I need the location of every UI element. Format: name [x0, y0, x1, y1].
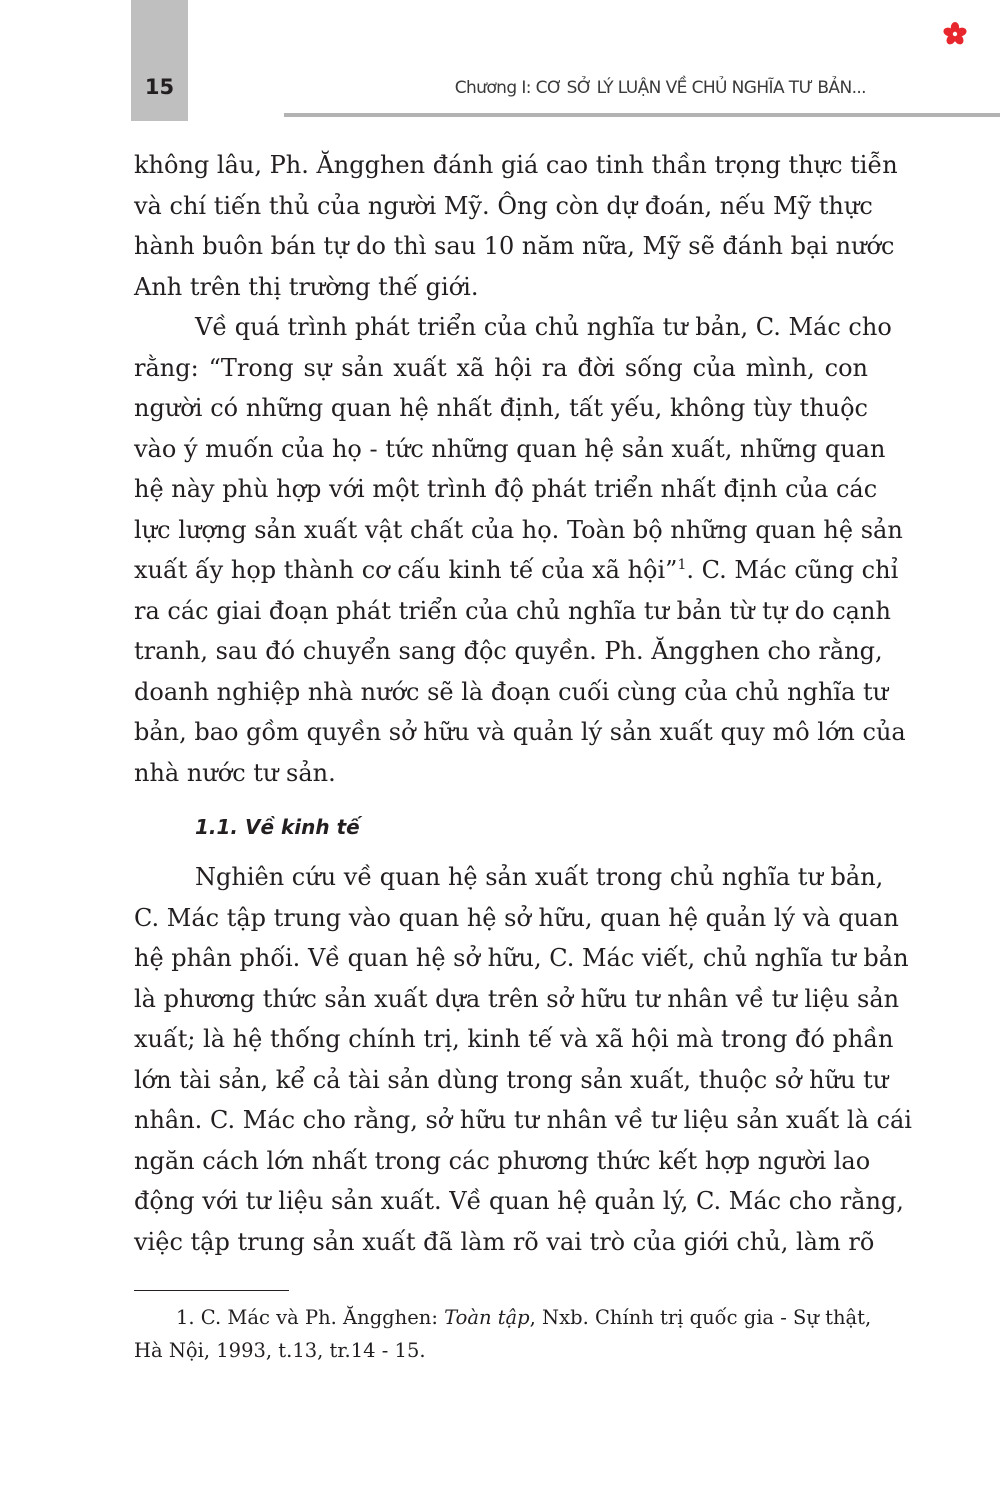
page-number: 15 [144, 75, 175, 99]
text-line: vào ý muốn của họ - tức những quan hệ sản xuất, những quan [134, 434, 886, 463]
text-line: nhân. C. Mác cho rằng, sở hữu tư nhân về tư liệu sản xuất là cái [134, 1106, 912, 1134]
text-line: và chí tiến thủ của người Mỹ. Ông còn dự đoán, nếu Mỹ thực [134, 191, 873, 220]
text-line: tranh, sau đó chuyển sang độc quyền. Ph. Ăngghen cho rằng, [134, 637, 883, 665]
footnote-book-title: Toàn tập [444, 1306, 530, 1329]
text-line: bản, bao gồm quyền sở hữu và quản lý sản xuất quy mô lớn của [134, 718, 906, 746]
footnote-rule [134, 1290, 289, 1291]
text-line: nhà nước tư sản. [134, 758, 336, 787]
footnote-line: Hà Nội, 1993, t.13, tr.14 - 15. [134, 1339, 426, 1362]
footnote-suffix: , Nxb. Chính trị quốc gia - Sự thật, [529, 1306, 872, 1329]
footnote-line [134, 1301, 872, 1334]
text-line: xuất; là hệ thống chính trị, kinh tế và xã hội mà trong đó phần [134, 1025, 894, 1053]
text-line: là phương thức sản xuất dựa trên sở hữu tư nhân về tư liệu sản [134, 984, 900, 1013]
text-line: lớn tài sản, kể cả tài sản dùng trong sản xuất, thuộc sở hữu tư [134, 1065, 889, 1094]
running-header-title: Chương I: CƠ SỞ LÝ LUẬN VỀ CHỦ NGHĨA TƯ BẢN... [454, 78, 866, 98]
text-line: ngăn cách lớn nhất trong các phương thức kết hợp người lao [134, 1146, 871, 1175]
text-segment: . C. Mác cũng chỉ [686, 556, 899, 584]
footnote-prefix: 1. C. Mác và Ph. Ăngghen: [176, 1306, 445, 1329]
footnote-marker: 1 [677, 557, 687, 573]
text-line: ra các giai đoạn phát triển của chủ nghĩa tư bản từ tự do cạnh [134, 596, 891, 625]
text-line: hành buôn bán tự do thì sau 10 năm nữa, Mỹ sẽ đánh bại nước [134, 232, 895, 260]
text-line: việc tập trung sản xuất đã làm rõ vai trò của giới chủ, làm rõ [134, 1227, 875, 1256]
text-line: doanh nghiệp nhà nước sẽ là đoạn cuối cùng của chủ nghĩa tư [134, 677, 889, 706]
text-line: C. Mác tập trung vào quan hệ sở hữu, quan hệ quản lý và quan [134, 903, 899, 932]
body-text [134, 145, 912, 1262]
text-segment: xuất ấy họp thành cơ cấu kinh tế của xã hội” [134, 556, 678, 584]
header-rule [284, 113, 1000, 117]
text-line: lực lượng sản xuất vật chất của họ. Toàn bộ những quan hệ sản [134, 515, 903, 544]
text-line: người có những quan hệ nhất định, tất yếu, không tùy thuộc [134, 394, 868, 422]
text-line: động với tư liệu sản xuất. Về quan hệ quản lý, C. Mác cho rằng, [134, 1187, 904, 1215]
text-line: hệ phân phối. Về quan hệ sở hữu, C. Mác viết, chủ nghĩa tư bản [134, 944, 909, 972]
text-line-with-footnote-marker [134, 550, 899, 591]
text-line: rằng: “Trong sự sản xuất xã hội ra đời sống của mình, con [134, 353, 868, 382]
text-line: Nghiên cứu về quan hệ sản xuất trong chủ nghĩa tư bản, [195, 863, 884, 891]
text-line: Anh trên thị trường thế giới. [134, 272, 479, 301]
page-number-tab [131, 0, 188, 121]
section-heading: 1.1. Về kinh tế [195, 815, 360, 839]
text-line: Về quá trình phát triển của chủ nghĩa tư bản, C. Mác cho [195, 313, 892, 341]
footnote [134, 1301, 872, 1367]
flower-logo-icon [942, 21, 968, 47]
text-line: không lâu, Ph. Ăngghen đánh giá cao tinh thần trọng thực tiễn [134, 151, 898, 179]
text-line: hệ này phù hợp với một trình độ phát triển nhất định của các [134, 475, 878, 503]
